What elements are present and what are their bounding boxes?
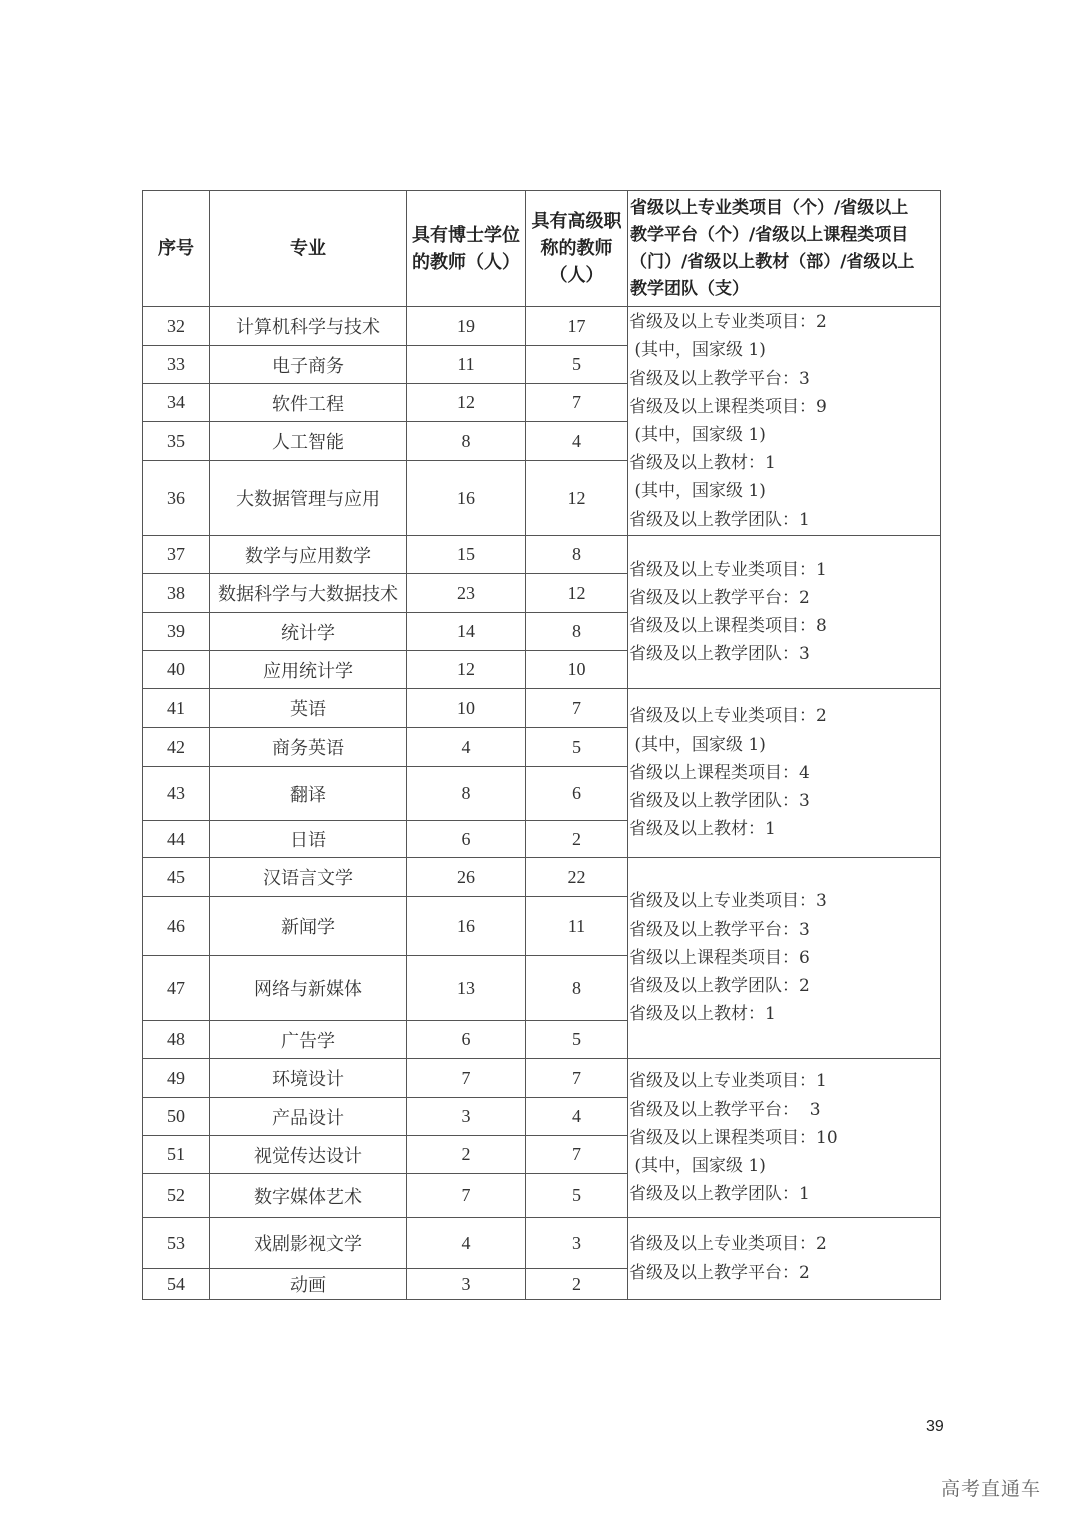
cell-major: 数学与应用数学: [209, 535, 407, 574]
header-projects: 省级以上专业类项目（个）/省级以上 教学平台（个）/省级以上课程类项目 （门）/省级以上教材（部）/省级以上 教学团队（支）: [627, 190, 941, 307]
project-line: 省级及以上教材：1: [629, 1004, 776, 1025]
cell-phd-teachers: 11: [406, 345, 526, 384]
cell-major: 计算机科学与技术: [209, 306, 407, 346]
majors-faculty-table: [142, 190, 941, 1299]
cell-senior-teachers: 22: [525, 857, 628, 897]
project-line: 省级及以上教材：1: [629, 819, 776, 840]
project-line: (其中，国家级 1): [629, 340, 766, 361]
cell-senior-teachers: 12: [525, 460, 628, 536]
project-line: 省级及以上教学团队：3: [629, 791, 810, 812]
cell-phd-teachers: 16: [406, 896, 526, 956]
project-line: 省级以上课程类项目：6: [629, 947, 810, 968]
cell-senior-teachers: 17: [525, 306, 628, 346]
header-index: 序号: [142, 190, 210, 307]
cell-senior-teachers: 4: [525, 1097, 628, 1136]
cell-major: 软件工程: [209, 383, 407, 422]
project-line: 省级及以上专业类项目：1: [629, 559, 827, 580]
cell-major: 产品设计: [209, 1097, 407, 1136]
cell-major: 数据科学与大数据技术: [209, 573, 407, 613]
cell-senior-teachers: 7: [525, 383, 628, 422]
cell-project-summary: [627, 306, 941, 536]
cell-senior-teachers: 7: [525, 1058, 628, 1098]
cell-major: 新闻学: [209, 896, 407, 956]
cell-index: 53: [142, 1217, 210, 1269]
cell-phd-teachers: 4: [406, 1217, 526, 1269]
cell-major: 日语: [209, 820, 407, 858]
cell-major: 环境设计: [209, 1058, 407, 1098]
cell-index: 33: [142, 345, 210, 384]
cell-phd-teachers: 26: [406, 857, 526, 897]
project-line: 省级及以上专业类项目：2: [629, 706, 827, 727]
cell-major: 英语: [209, 688, 407, 728]
project-line: 省级及以上教学平台：2: [629, 1262, 810, 1283]
project-line: (其中，国家级 1): [629, 425, 766, 445]
cell-index: 42: [142, 727, 210, 767]
project-line: 省级及以上专业类项目：2: [629, 1234, 827, 1255]
cell-major: 广告学: [209, 1020, 407, 1059]
cell-senior-teachers: 2: [525, 820, 628, 858]
cell-senior-teachers: 4: [525, 421, 628, 461]
cell-senior-teachers: 6: [525, 766, 628, 821]
cell-senior-teachers: 11: [525, 896, 628, 956]
cell-phd-teachers: 19: [406, 306, 526, 346]
cell-project-summary: [627, 688, 941, 858]
header-senior-teachers: 具有高级职 称的教师 （人）: [525, 190, 628, 307]
cell-major: 汉语言文学: [209, 857, 407, 897]
cell-senior-teachers: 10: [525, 650, 628, 689]
cell-index: 43: [142, 766, 210, 821]
cell-index: 35: [142, 421, 210, 461]
cell-senior-teachers: 5: [525, 345, 628, 384]
cell-index: 38: [142, 573, 210, 613]
project-line: 省级及以上课程类项目：9: [629, 396, 827, 417]
cell-senior-teachers: 5: [525, 1020, 628, 1059]
cell-project-summary: [627, 1217, 941, 1300]
cell-index: 37: [142, 535, 210, 574]
cell-project-summary: [627, 1058, 941, 1218]
cell-senior-teachers: 3: [525, 1217, 628, 1269]
cell-phd-teachers: 8: [406, 766, 526, 821]
cell-index: 32: [142, 306, 210, 346]
project-line: 省级及以上教学团队：1: [629, 1184, 810, 1205]
header-major: 专业: [209, 190, 407, 307]
cell-senior-teachers: 12: [525, 573, 628, 613]
cell-phd-teachers: 3: [406, 1097, 526, 1136]
page-number: 39: [926, 1418, 944, 1435]
watermark: 高考直通车: [941, 1478, 1042, 1500]
cell-index: 44: [142, 820, 210, 858]
cell-major: 电子商务: [209, 345, 407, 384]
cell-phd-teachers: 6: [406, 1020, 526, 1059]
cell-major: 商务英语: [209, 727, 407, 767]
cell-index: 47: [142, 955, 210, 1021]
project-line: 省级及以上教学团队：3: [629, 644, 810, 665]
cell-phd-teachers: 16: [406, 460, 526, 536]
project-line: 省级及以上专业类项目：3: [629, 891, 827, 912]
cell-phd-teachers: 7: [406, 1173, 526, 1218]
project-line: 省级及以上教学平台：3: [629, 368, 810, 389]
cell-phd-teachers: 8: [406, 421, 526, 461]
cell-index: 54: [142, 1268, 210, 1300]
cell-major: 视觉传达设计: [209, 1135, 407, 1174]
cell-phd-teachers: 14: [406, 612, 526, 651]
cell-phd-teachers: 13: [406, 955, 526, 1021]
project-line: 省级及以上教学平台：3: [629, 919, 810, 940]
cell-phd-teachers: 12: [406, 650, 526, 689]
project-line: 省级及以上教学团队：1: [629, 509, 810, 530]
cell-senior-teachers: 5: [525, 1173, 628, 1218]
cell-index: 41: [142, 688, 210, 728]
cell-phd-teachers: 15: [406, 535, 526, 574]
project-line: 省级及以上专业类项目：1: [629, 1071, 827, 1092]
cell-major: 大数据管理与应用: [209, 460, 407, 536]
cell-major: 人工智能: [209, 421, 407, 461]
cell-senior-teachers: 7: [525, 1135, 628, 1174]
cell-phd-teachers: 4: [406, 727, 526, 767]
cell-index: 34: [142, 383, 210, 422]
project-line: 省级及以上教学平台： 3: [629, 1099, 821, 1120]
cell-phd-teachers: 3: [406, 1268, 526, 1300]
project-line: (其中，国家级 1): [629, 734, 766, 755]
cell-index: 50: [142, 1097, 210, 1136]
cell-senior-teachers: 8: [525, 535, 628, 574]
cell-index: 49: [142, 1058, 210, 1098]
cell-major: 统计学: [209, 612, 407, 651]
cell-senior-teachers: 7: [525, 688, 628, 728]
cell-index: 48: [142, 1020, 210, 1059]
cell-project-summary: [627, 535, 941, 689]
cell-project-summary: [627, 857, 941, 1059]
cell-phd-teachers: 6: [406, 820, 526, 858]
cell-senior-teachers: 5: [525, 727, 628, 767]
header-phd-teachers: 具有博士学位 的教师（人）: [406, 190, 526, 307]
cell-index: 36: [142, 460, 210, 536]
cell-major: 戏剧影视文学: [209, 1217, 407, 1269]
project-line: (其中，国家级 1): [629, 1156, 766, 1177]
cell-senior-teachers: 8: [525, 612, 628, 651]
cell-phd-teachers: 12: [406, 383, 526, 422]
project-line: (其中，国家级 1): [629, 481, 766, 502]
cell-major: 数字媒体艺术: [209, 1173, 407, 1218]
cell-major: 网络与新媒体: [209, 955, 407, 1021]
cell-index: 40: [142, 650, 210, 689]
project-line: 省级及以上教学团队：2: [629, 976, 810, 997]
project-line: 省级以上课程类项目：4: [629, 762, 810, 783]
project-line: 省级及以上教学平台：2: [629, 587, 810, 608]
cell-major: 动画: [209, 1268, 407, 1300]
project-line: 省级及以上课程类项目：10: [629, 1127, 838, 1148]
cell-major: 应用统计学: [209, 650, 407, 689]
cell-major: 翻译: [209, 766, 407, 821]
project-line: 省级及以上教材：1: [629, 453, 776, 474]
project-line: 省级及以上课程类项目：8: [629, 616, 827, 636]
cell-senior-teachers: 2: [525, 1268, 628, 1300]
cell-phd-teachers: 10: [406, 688, 526, 728]
cell-phd-teachers: 23: [406, 573, 526, 613]
project-line: 省级及以上专业类项目：2: [629, 312, 827, 333]
cell-index: 51: [142, 1135, 210, 1174]
cell-senior-teachers: 8: [525, 955, 628, 1021]
cell-phd-teachers: 2: [406, 1135, 526, 1174]
cell-index: 46: [142, 896, 210, 956]
cell-index: 52: [142, 1173, 210, 1218]
cell-index: 39: [142, 612, 210, 651]
cell-index: 45: [142, 857, 210, 897]
cell-phd-teachers: 7: [406, 1058, 526, 1098]
